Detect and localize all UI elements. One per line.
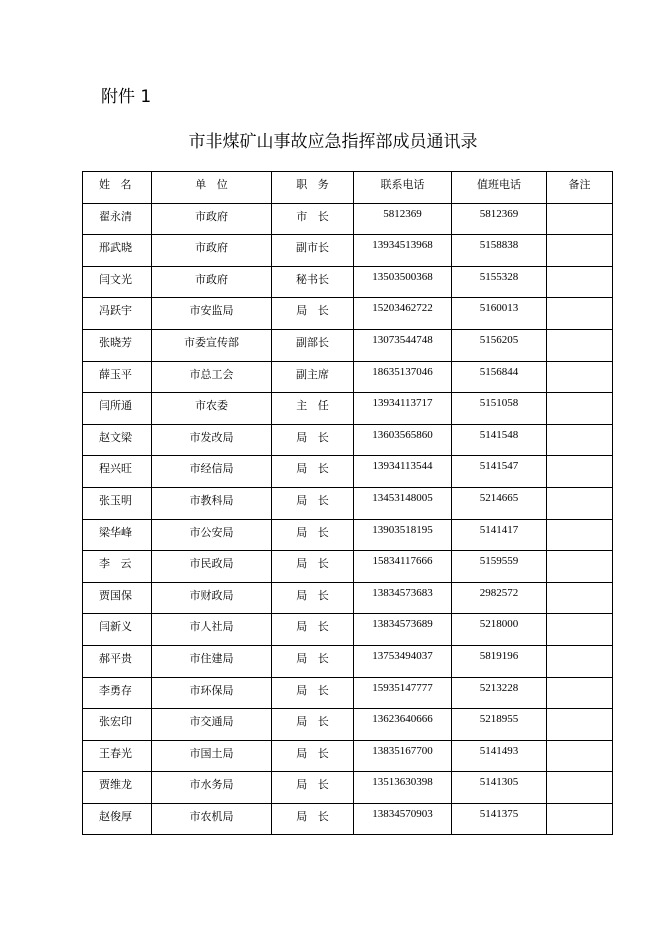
cell-name: 邢武晓 xyxy=(83,235,152,267)
cell-note xyxy=(547,772,613,804)
cell-position: 局 长 xyxy=(272,740,354,772)
cell-name: 贾国保 xyxy=(83,582,152,614)
cell-name: 贾维龙 xyxy=(83,772,152,804)
header-name: 姓 名 xyxy=(83,172,152,204)
cell-duty-phone: 5218000 xyxy=(452,614,547,646)
cell-phone: 13623640666 xyxy=(354,709,452,741)
cell-note xyxy=(547,203,613,235)
cell-name: 李 云 xyxy=(83,551,152,583)
table-row xyxy=(83,645,613,677)
cell-note xyxy=(547,551,613,583)
cell-note xyxy=(547,487,613,519)
cell-position: 局 长 xyxy=(272,709,354,741)
table-row xyxy=(83,456,613,488)
cell-note xyxy=(547,677,613,709)
cell-position: 副市长 xyxy=(272,235,354,267)
cell-unit: 市人社局 xyxy=(152,614,272,646)
cell-position: 主 任 xyxy=(272,393,354,425)
cell-name: 王春光 xyxy=(83,740,152,772)
cell-duty-phone: 5819196 xyxy=(452,645,547,677)
cell-note xyxy=(547,645,613,677)
cell-phone: 13753494037 xyxy=(354,645,452,677)
table-row xyxy=(83,361,613,393)
cell-position: 局 长 xyxy=(272,424,354,456)
table-row xyxy=(83,329,613,361)
table-row xyxy=(83,677,613,709)
cell-note xyxy=(547,361,613,393)
cell-duty-phone: 5158838 xyxy=(452,235,547,267)
cell-position: 副部长 xyxy=(272,329,354,361)
document-title xyxy=(0,131,662,153)
cell-duty-phone: 5159559 xyxy=(452,551,547,583)
cell-name: 梁华峰 xyxy=(83,519,152,551)
cell-name: 赵俊厚 xyxy=(83,803,152,835)
cell-note xyxy=(547,329,613,361)
cell-unit: 市财政局 xyxy=(152,582,272,614)
cell-unit: 市交通局 xyxy=(152,709,272,741)
cell-duty-phone: 5218955 xyxy=(452,709,547,741)
header-note: 备注 xyxy=(547,172,613,204)
cell-name: 程兴旺 xyxy=(83,456,152,488)
table-row xyxy=(83,393,613,425)
cell-duty-phone: 5812369 xyxy=(452,203,547,235)
cell-duty-phone: 5156205 xyxy=(452,329,547,361)
cell-name: 张晓芳 xyxy=(83,329,152,361)
cell-name: 赵文梁 xyxy=(83,424,152,456)
cell-duty-phone: 5141548 xyxy=(452,424,547,456)
table-header-row xyxy=(83,172,613,204)
cell-phone: 18635137046 xyxy=(354,361,452,393)
cell-unit: 市总工会 xyxy=(152,361,272,393)
cell-note xyxy=(547,519,613,551)
table-body xyxy=(83,203,613,835)
cell-unit: 市水务局 xyxy=(152,772,272,804)
cell-name: 闫文光 xyxy=(83,266,152,298)
cell-position: 副主席 xyxy=(272,361,354,393)
cell-phone: 5812369 xyxy=(354,203,452,235)
cell-note xyxy=(547,235,613,267)
table-row xyxy=(83,235,613,267)
table-row xyxy=(83,266,613,298)
cell-phone: 15935147777 xyxy=(354,677,452,709)
cell-duty-phone: 2982572 xyxy=(452,582,547,614)
table-row xyxy=(83,772,613,804)
table-row xyxy=(83,298,613,330)
header-phone: 联系电话 xyxy=(354,172,452,204)
cell-phone: 13513630398 xyxy=(354,772,452,804)
cell-phone: 13834573683 xyxy=(354,582,452,614)
cell-phone: 13834573689 xyxy=(354,614,452,646)
cell-note xyxy=(547,740,613,772)
document-title-text: 市非煤矿山事故应急指挥部成员通讯录 xyxy=(188,132,478,152)
cell-name: 郝平贵 xyxy=(83,645,152,677)
cell-unit: 市安监局 xyxy=(152,298,272,330)
table-row xyxy=(83,203,613,235)
table-row xyxy=(83,740,613,772)
cell-phone: 13603565860 xyxy=(354,424,452,456)
table-row xyxy=(83,803,613,835)
header-duty-phone: 值班电话 xyxy=(452,172,547,204)
cell-unit: 市住建局 xyxy=(152,645,272,677)
cell-unit: 市民政局 xyxy=(152,551,272,583)
cell-position: 局 长 xyxy=(272,677,354,709)
cell-position: 局 长 xyxy=(272,456,354,488)
cell-phone: 13835167700 xyxy=(354,740,452,772)
cell-unit: 市公安局 xyxy=(152,519,272,551)
cell-phone: 13934113717 xyxy=(354,393,452,425)
cell-duty-phone: 5214665 xyxy=(452,487,547,519)
cell-note xyxy=(547,614,613,646)
cell-name: 冯跃宇 xyxy=(83,298,152,330)
cell-note xyxy=(547,393,613,425)
cell-note xyxy=(547,709,613,741)
cell-unit: 市发改局 xyxy=(152,424,272,456)
cell-position: 局 长 xyxy=(272,645,354,677)
cell-name: 翟永清 xyxy=(83,203,152,235)
cell-duty-phone: 5141417 xyxy=(452,519,547,551)
cell-unit: 市教科局 xyxy=(152,487,272,519)
cell-unit: 市国土局 xyxy=(152,740,272,772)
cell-phone: 13834570903 xyxy=(354,803,452,835)
cell-position: 局 长 xyxy=(272,551,354,583)
header-position: 职 务 xyxy=(272,172,354,204)
cell-duty-phone: 5141375 xyxy=(452,803,547,835)
cell-phone: 15834117666 xyxy=(354,551,452,583)
cell-name: 薛玉平 xyxy=(83,361,152,393)
cell-duty-phone: 5155328 xyxy=(452,266,547,298)
cell-note xyxy=(547,582,613,614)
table-row xyxy=(83,709,613,741)
cell-phone: 13903518195 xyxy=(354,519,452,551)
cell-position: 局 长 xyxy=(272,803,354,835)
contact-table xyxy=(82,171,613,835)
cell-duty-phone: 5141547 xyxy=(452,456,547,488)
cell-note xyxy=(547,298,613,330)
cell-name: 闫所通 xyxy=(83,393,152,425)
cell-phone: 15203462722 xyxy=(354,298,452,330)
cell-duty-phone: 5160013 xyxy=(452,298,547,330)
cell-position: 局 长 xyxy=(272,772,354,804)
cell-phone: 13934513968 xyxy=(354,235,452,267)
cell-unit: 市农机局 xyxy=(152,803,272,835)
cell-duty-phone: 5213228 xyxy=(452,677,547,709)
cell-name: 张玉明 xyxy=(83,487,152,519)
cell-note xyxy=(547,803,613,835)
cell-duty-phone: 5141305 xyxy=(452,772,547,804)
cell-phone: 13073544748 xyxy=(354,329,452,361)
cell-unit: 市经信局 xyxy=(152,456,272,488)
cell-unit: 市环保局 xyxy=(152,677,272,709)
cell-name: 张宏印 xyxy=(83,709,152,741)
cell-note xyxy=(547,456,613,488)
cell-note xyxy=(547,424,613,456)
table-row xyxy=(83,424,613,456)
table-row xyxy=(83,487,613,519)
table-row xyxy=(83,614,613,646)
cell-unit: 市政府 xyxy=(152,266,272,298)
cell-position: 局 长 xyxy=(272,487,354,519)
cell-unit: 市政府 xyxy=(152,203,272,235)
cell-position: 市 长 xyxy=(272,203,354,235)
cell-name: 李勇存 xyxy=(83,677,152,709)
cell-position: 局 长 xyxy=(272,298,354,330)
cell-duty-phone: 5151058 xyxy=(452,393,547,425)
cell-phone: 13453148005 xyxy=(354,487,452,519)
cell-position: 秘书长 xyxy=(272,266,354,298)
cell-duty-phone: 5141493 xyxy=(452,740,547,772)
table-row xyxy=(83,519,613,551)
table-row xyxy=(83,551,613,583)
cell-phone: 13503500368 xyxy=(354,266,452,298)
cell-note xyxy=(547,266,613,298)
cell-name: 闫新义 xyxy=(83,614,152,646)
cell-unit: 市政府 xyxy=(152,235,272,267)
cell-unit: 市委宣传部 xyxy=(152,329,272,361)
cell-position: 局 长 xyxy=(272,614,354,646)
header-unit: 单 位 xyxy=(152,172,272,204)
table-row xyxy=(83,582,613,614)
cell-position: 局 长 xyxy=(272,582,354,614)
cell-phone: 13934113544 xyxy=(354,456,452,488)
attachment-label: 附件 1 xyxy=(101,87,152,107)
cell-duty-phone: 5156844 xyxy=(452,361,547,393)
cell-unit: 市农委 xyxy=(152,393,272,425)
cell-position: 局 长 xyxy=(272,519,354,551)
